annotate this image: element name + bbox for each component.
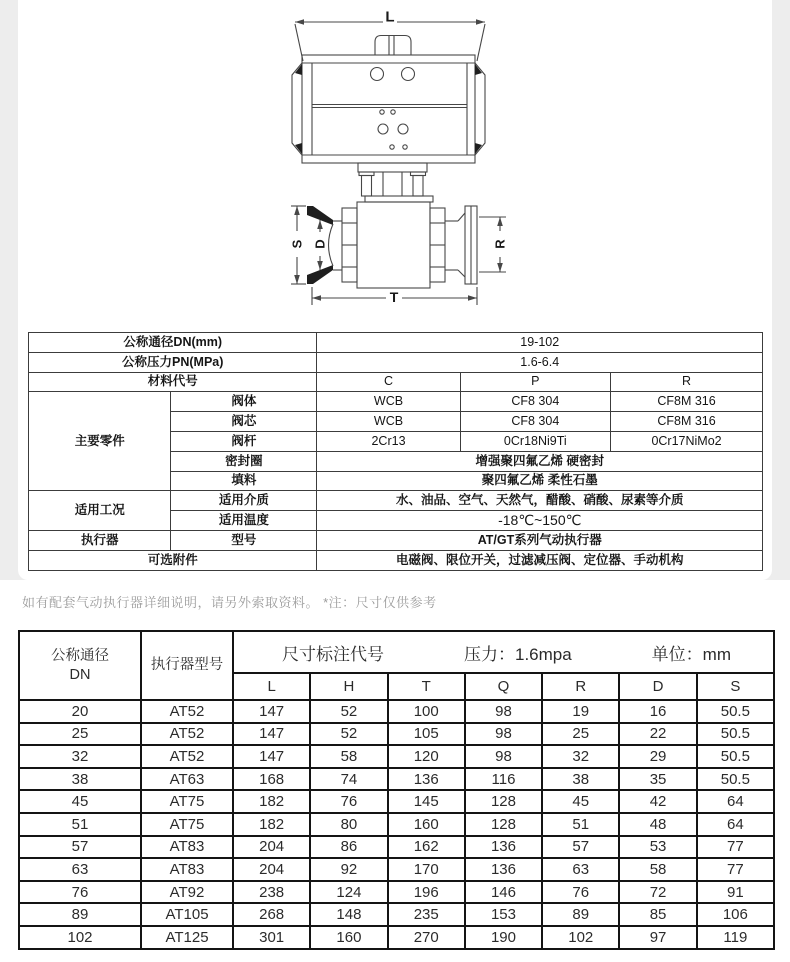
dim-cell-dn: 102	[19, 926, 141, 949]
dim-cell-dn: 38	[19, 768, 141, 791]
dim-cell-value: 160	[310, 926, 387, 949]
dim-cell-value: 86	[310, 836, 387, 859]
dim-label-t: T	[389, 289, 399, 305]
dim-cell-value: 53	[619, 836, 696, 859]
dim-cell-value: 22	[619, 723, 696, 746]
dim-header-dn	[19, 631, 141, 700]
dim-cell-dn: 20	[19, 700, 141, 723]
dim-header-span	[233, 631, 774, 673]
dim-cell-value: 204	[233, 836, 310, 859]
dim-cell-value: 92	[310, 858, 387, 881]
spec-stem-c: 2Cr13	[317, 431, 460, 451]
spec-value-temperature: -18℃~150℃	[317, 511, 763, 531]
spec-core-r: CF8M 316	[611, 412, 763, 432]
content-card	[18, 0, 772, 580]
dim-cell-model: AT52	[141, 723, 233, 746]
dim-cell-value: 85	[619, 903, 696, 926]
dim-cell-value: 196	[388, 881, 465, 904]
dim-cell-dn: 25	[19, 723, 141, 746]
dim-cell-value: 148	[310, 903, 387, 926]
dim-cell-value: 160	[388, 813, 465, 836]
dim-header-dn-line2: DN	[69, 666, 91, 683]
dimension-l	[295, 9, 485, 62]
dim-cell-value: 116	[465, 768, 542, 791]
dim-col-R: R	[542, 673, 619, 700]
dim-col-T: T	[388, 673, 465, 700]
spec-body-c: WCB	[317, 392, 460, 412]
valve-technical-drawing	[18, 0, 772, 330]
spec-stem-r: 0Cr17NiMo2	[611, 431, 763, 451]
spec-row-material-code	[29, 372, 763, 392]
dim-cell-value: 76	[310, 790, 387, 813]
dim-title: 尺寸标注代号	[282, 644, 384, 664]
dim-cell-value: 146	[465, 881, 542, 904]
spec-label-material: 材料代号	[29, 372, 317, 392]
dim-cell-value: 74	[310, 768, 387, 791]
dim-label-r: R	[492, 239, 508, 249]
spec-label-conditions: 适用工况	[29, 491, 171, 531]
dim-cell-value: 136	[465, 858, 542, 881]
dim-cell-dn: 76	[19, 881, 141, 904]
dim-table-row	[19, 836, 774, 859]
dimension-r	[479, 217, 508, 272]
dim-cell-value: 182	[233, 813, 310, 836]
spec-label-temperature: 适用温度	[171, 511, 317, 531]
dim-table-row	[19, 768, 774, 791]
spec-value-medium: 水、油品、空气、天然气，醋酸、硝酸、尿素等介质	[317, 491, 763, 511]
spec-label-valve-body: 阀体	[171, 392, 317, 412]
dim-cell-value: 80	[310, 813, 387, 836]
dim-cell-value: 168	[233, 768, 310, 791]
footnote-text: 如有配套气动执行器详细说明，请另外索取资料。 *注：尺寸仅供参考	[22, 594, 437, 610]
valve-body	[342, 196, 445, 288]
dim-cell-value: 50.5	[697, 768, 774, 791]
dim-cell-value: 235	[388, 903, 465, 926]
dim-col-L: L	[233, 673, 310, 700]
dim-cell-value: 72	[619, 881, 696, 904]
spec-label-seal: 密封圈	[171, 451, 317, 471]
dim-cell-dn: 45	[19, 790, 141, 813]
dim-cell-value: 58	[310, 745, 387, 768]
dim-table-row	[19, 903, 774, 926]
spec-row-valve-body	[29, 392, 763, 412]
spec-core-c: WCB	[317, 412, 460, 432]
spec-row-accessories	[29, 550, 763, 570]
pneumatic-actuator	[292, 36, 485, 164]
dim-cell-value: 102	[542, 926, 619, 949]
dim-label-s: S	[289, 239, 305, 249]
dim-label-l: L	[385, 8, 395, 26]
spec-stem-p: 0Cr18Ni9Ti	[460, 431, 610, 451]
dim-cell-value: 19	[542, 700, 619, 723]
dim-cell-dn: 32	[19, 745, 141, 768]
dim-table-row	[19, 858, 774, 881]
dim-table-row	[19, 881, 774, 904]
dim-cell-model: AT125	[141, 926, 233, 949]
dim-cell-value: 29	[619, 745, 696, 768]
dim-cell-value: 98	[465, 723, 542, 746]
dim-table-row	[19, 926, 774, 949]
spec-label-model: 型号	[171, 530, 317, 550]
dim-cell-value: 76	[542, 881, 619, 904]
dim-cell-value: 136	[388, 768, 465, 791]
dim-cell-value: 98	[465, 700, 542, 723]
dim-cell-value: 190	[465, 926, 542, 949]
dim-label-d: D	[312, 239, 328, 249]
spec-row-actuator	[29, 530, 763, 550]
dim-col-D: D	[619, 673, 696, 700]
dim-table-body	[19, 700, 774, 949]
dim-cell-dn: 51	[19, 813, 141, 836]
dim-cell-value: 136	[465, 836, 542, 859]
spec-value-accessories: 电磁阀、限位开关，过滤减压阀、定位器、手动机构	[317, 550, 763, 570]
dim-cell-value: 147	[233, 723, 310, 746]
dim-cell-value: 50.5	[697, 700, 774, 723]
spec-value-dn: 19-102	[317, 333, 763, 353]
dim-cell-value: 57	[542, 836, 619, 859]
dim-cell-model: AT92	[141, 881, 233, 904]
dim-cell-dn: 57	[19, 836, 141, 859]
dim-cell-value: 170	[388, 858, 465, 881]
dim-cell-model: AT52	[141, 700, 233, 723]
dim-cell-value: 106	[697, 903, 774, 926]
dim-cell-value: 52	[310, 700, 387, 723]
dim-cell-value: 58	[619, 858, 696, 881]
dim-table-row	[19, 723, 774, 746]
dimension-s	[290, 206, 307, 284]
dim-cell-value: 270	[388, 926, 465, 949]
dim-cell-model: AT105	[141, 903, 233, 926]
dim-cell-value: 268	[233, 903, 310, 926]
dimension-t	[312, 287, 477, 305]
dim-cell-dn: 63	[19, 858, 141, 881]
dim-cell-value: 238	[233, 881, 310, 904]
spec-value-seal: 增强聚四氟乙烯 硬密封	[317, 451, 763, 471]
dim-cell-value: 25	[542, 723, 619, 746]
dim-cell-value: 89	[542, 903, 619, 926]
dim-cell-value: 48	[619, 813, 696, 836]
dim-cell-value: 77	[697, 858, 774, 881]
spec-material-p: P	[460, 372, 610, 392]
dim-cell-value: 162	[388, 836, 465, 859]
dim-cell-value: 45	[542, 790, 619, 813]
dim-col-H: H	[310, 673, 387, 700]
dim-cell-value: 204	[233, 858, 310, 881]
dim-cell-value: 145	[388, 790, 465, 813]
dim-header-row-1	[19, 631, 774, 673]
dim-table-row	[19, 813, 774, 836]
dimension-table-section	[0, 622, 790, 950]
dim-cell-value: 100	[388, 700, 465, 723]
dim-pressure: 压力：1.6mpa	[463, 644, 572, 664]
spec-row-medium	[29, 491, 763, 511]
dim-cell-dn: 89	[19, 903, 141, 926]
dim-cell-value: 38	[542, 768, 619, 791]
dim-col-S: S	[697, 673, 774, 700]
spec-label-main-parts: 主要零件	[29, 392, 171, 491]
dim-cell-value: 147	[233, 745, 310, 768]
spec-value-packing: 聚四氟乙烯 柔性石墨	[317, 471, 763, 491]
dim-cell-value: 64	[697, 790, 774, 813]
dim-cell-value: 97	[619, 926, 696, 949]
spec-core-p: CF8 304	[460, 412, 610, 432]
dim-cell-value: 147	[233, 700, 310, 723]
dim-cell-model: AT63	[141, 768, 233, 791]
spec-label-pn: 公称压力PN(MPa)	[29, 352, 317, 372]
dim-cell-value: 91	[697, 881, 774, 904]
dim-cell-value: 52	[310, 723, 387, 746]
spec-material-r: R	[611, 372, 763, 392]
spec-value-model: AT/GT系列气动执行器	[317, 530, 763, 550]
dim-table-row	[19, 700, 774, 723]
spec-label-medium: 适用介质	[171, 491, 317, 511]
dim-cell-value: 32	[542, 745, 619, 768]
dim-cell-value: 63	[542, 858, 619, 881]
dim-cell-value: 153	[465, 903, 542, 926]
spec-label-accessories: 可选附件	[29, 550, 317, 570]
dim-cell-value: 35	[619, 768, 696, 791]
dim-header-actuator-model: 执行器型号	[141, 631, 233, 700]
spec-row-dn	[29, 333, 763, 353]
dim-cell-value: 105	[388, 723, 465, 746]
dim-table-row	[19, 790, 774, 813]
dim-cell-model: AT75	[141, 813, 233, 836]
dim-cell-value: 301	[233, 926, 310, 949]
dim-cell-value: 64	[697, 813, 774, 836]
dim-cell-model: AT83	[141, 858, 233, 881]
spec-value-pn: 1.6-6.4	[317, 352, 763, 372]
dim-cell-value: 77	[697, 836, 774, 859]
dim-cell-value: 124	[310, 881, 387, 904]
spec-material-c: C	[317, 372, 460, 392]
spec-label-actuator: 执行器	[29, 530, 171, 550]
dimension-d	[313, 220, 328, 270]
spec-row-pn	[29, 352, 763, 372]
dim-header-dn-line1: 公称通径	[51, 648, 109, 665]
dim-cell-model: AT75	[141, 790, 233, 813]
spec-label-valve-core: 阀芯	[171, 412, 317, 432]
dim-table-row	[19, 745, 774, 768]
dim-col-Q: Q	[465, 673, 542, 700]
spec-label-valve-stem: 阀杆	[171, 431, 317, 451]
dim-cell-value: 98	[465, 745, 542, 768]
note-band	[0, 580, 790, 622]
dim-cell-value: 50.5	[697, 745, 774, 768]
dim-cell-model: AT83	[141, 836, 233, 859]
dim-cell-value: 42	[619, 790, 696, 813]
spec-label-packing: 填料	[171, 471, 317, 491]
spec-label-dn: 公称通径DN(mm)	[29, 333, 317, 353]
right-clamp-ferrule	[445, 206, 477, 284]
dimension-table	[18, 630, 775, 950]
dim-cell-value: 50.5	[697, 723, 774, 746]
dim-cell-value: 128	[465, 813, 542, 836]
dim-cell-value: 128	[465, 790, 542, 813]
dim-cell-model: AT52	[141, 745, 233, 768]
spec-body-r: CF8M 316	[611, 392, 763, 412]
spec-table	[28, 332, 763, 571]
dim-cell-value: 51	[542, 813, 619, 836]
mounting-bracket	[358, 163, 427, 196]
dim-cell-value: 120	[388, 745, 465, 768]
dim-cell-value: 182	[233, 790, 310, 813]
dim-cell-value: 16	[619, 700, 696, 723]
spec-body-p: CF8 304	[460, 392, 610, 412]
dim-cell-value: 119	[697, 926, 774, 949]
dim-unit: 单位：mm	[651, 644, 731, 664]
